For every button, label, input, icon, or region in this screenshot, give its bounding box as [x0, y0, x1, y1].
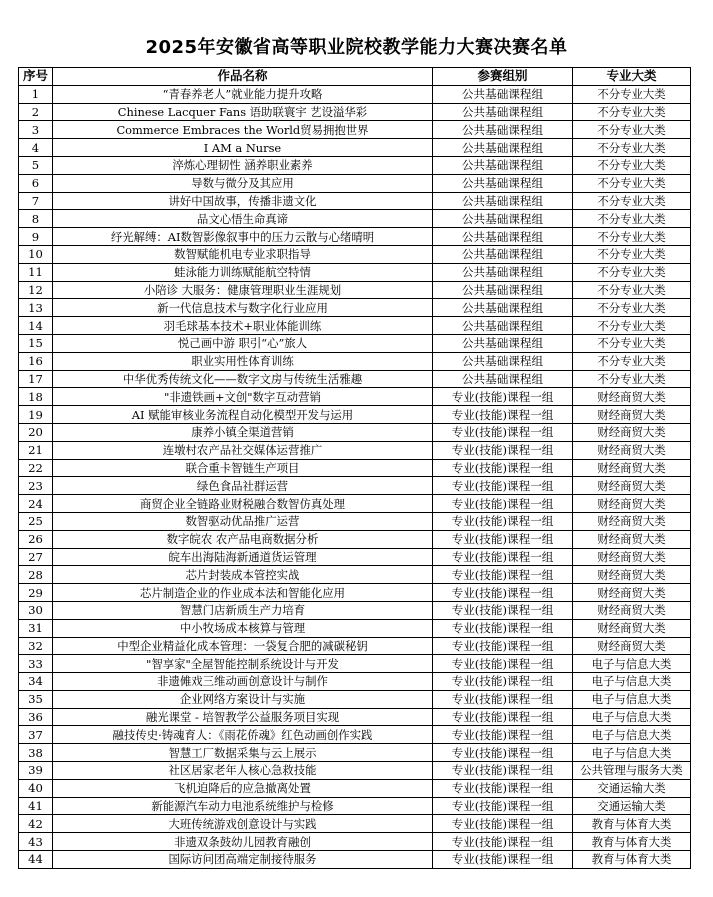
table-row — [19, 726, 691, 744]
work-name: 绿色食品社群运营 — [53, 477, 433, 495]
group-name: 专业(技能)课程一组 — [433, 851, 573, 869]
work-name: 新能源汽车动力电池系统维护与检修 — [53, 797, 433, 815]
table-row — [19, 334, 691, 352]
category-name: 不分专业大类 — [573, 192, 691, 210]
row-index: 21 — [19, 441, 53, 459]
category-name: 交通运输大类 — [573, 779, 691, 797]
category-name: 不分专业大类 — [573, 121, 691, 139]
work-name: 智慧门店新质生产力培育 — [53, 601, 433, 619]
category-name: 不分专业大类 — [573, 156, 691, 174]
work-name: 联合重卡智链生产项目 — [53, 459, 433, 477]
row-index: 8 — [19, 210, 53, 228]
work-name: 蛙泳能力训练赋能航空特情 — [53, 263, 433, 281]
group-name: 专业(技能)课程一组 — [433, 388, 573, 406]
category-name: 不分专业大类 — [573, 228, 691, 246]
table-row — [19, 779, 691, 797]
group-name: 公共基础课程组 — [433, 370, 573, 388]
group-name: 专业(技能)课程一组 — [433, 530, 573, 548]
category-name: 财经商贸大类 — [573, 584, 691, 602]
group-name: 专业(技能)课程一组 — [433, 690, 573, 708]
work-name: "非遗铁画+文创"数字互动营销 — [53, 388, 433, 406]
group-name: 公共基础课程组 — [433, 299, 573, 317]
row-index: 14 — [19, 317, 53, 335]
work-name: AI 赋能审核业务流程自动化模型开发与运用 — [53, 406, 433, 424]
category-name: 财经商贸大类 — [573, 423, 691, 441]
work-name: 飞机迫降后的应急撤离处置 — [53, 779, 433, 797]
row-index: 19 — [19, 406, 53, 424]
category-name: 不分专业大类 — [573, 370, 691, 388]
category-name: 公共管理与服务大类 — [573, 762, 691, 780]
category-name: 财经商贸大类 — [573, 512, 691, 530]
group-name: 专业(技能)课程一组 — [433, 548, 573, 566]
table-row — [19, 245, 691, 263]
category-name: 财经商贸大类 — [573, 637, 691, 655]
table-row — [19, 619, 691, 637]
category-name: 不分专业大类 — [573, 334, 691, 352]
row-index: 5 — [19, 156, 53, 174]
category-name: 不分专业大类 — [573, 317, 691, 335]
finalist-table — [18, 67, 691, 869]
category-name: 不分专业大类 — [573, 85, 691, 103]
group-name: 专业(技能)课程一组 — [433, 495, 573, 513]
row-index: 7 — [19, 192, 53, 210]
group-name: 公共基础课程组 — [433, 192, 573, 210]
row-index: 13 — [19, 299, 53, 317]
group-name: 专业(技能)课程一组 — [433, 797, 573, 815]
header-index: 序号 — [19, 68, 53, 86]
row-index: 24 — [19, 495, 53, 513]
table-row — [19, 690, 691, 708]
category-name: 财经商贸大类 — [573, 601, 691, 619]
group-name: 专业(技能)课程一组 — [433, 655, 573, 673]
work-name: 悦己画中游 职引“心”旅人 — [53, 334, 433, 352]
work-name: 品文心悟生命真谛 — [53, 210, 433, 228]
table-row — [19, 851, 691, 869]
row-index: 16 — [19, 352, 53, 370]
work-name: I AM a Nurse — [53, 139, 433, 157]
group-name: 专业(技能)课程一组 — [433, 406, 573, 424]
row-index: 22 — [19, 459, 53, 477]
category-name: 不分专业大类 — [573, 299, 691, 317]
table-row — [19, 406, 691, 424]
work-name: 数智驱动优品推广运营 — [53, 512, 433, 530]
work-name: 商贸企业全链路业财税融合数智仿真处理 — [53, 495, 433, 513]
work-name: 小陪诊 大服务：健康管理职业生涯规划 — [53, 281, 433, 299]
work-name: 职业实用性体育训练 — [53, 352, 433, 370]
group-name: 专业(技能)课程一组 — [433, 815, 573, 833]
work-name: 非遗傩戏三维动画创意设计与制作 — [53, 673, 433, 691]
group-name: 公共基础课程组 — [433, 103, 573, 121]
row-index: 35 — [19, 690, 53, 708]
table-row — [19, 477, 691, 495]
table-row — [19, 352, 691, 370]
row-index: 34 — [19, 673, 53, 691]
group-name: 公共基础课程组 — [433, 245, 573, 263]
group-name: 专业(技能)课程一组 — [433, 744, 573, 762]
group-name: 专业(技能)课程一组 — [433, 762, 573, 780]
table-row — [19, 512, 691, 530]
category-name: 电子与信息大类 — [573, 726, 691, 744]
table-row — [19, 281, 691, 299]
table-row — [19, 423, 691, 441]
row-index: 17 — [19, 370, 53, 388]
row-index: 4 — [19, 139, 53, 157]
group-name: 公共基础课程组 — [433, 156, 573, 174]
table-row — [19, 495, 691, 513]
row-index: 31 — [19, 619, 53, 637]
row-index: 39 — [19, 762, 53, 780]
category-name: 电子与信息大类 — [573, 744, 691, 762]
category-name: 财经商贸大类 — [573, 388, 691, 406]
category-name: 不分专业大类 — [573, 210, 691, 228]
category-name: 财经商贸大类 — [573, 566, 691, 584]
row-index: 25 — [19, 512, 53, 530]
group-name: 专业(技能)课程一组 — [433, 601, 573, 619]
work-name: 连墩村农产品社交媒体运营推广 — [53, 441, 433, 459]
row-index: 3 — [19, 121, 53, 139]
table-row — [19, 228, 691, 246]
group-name: 公共基础课程组 — [433, 317, 573, 335]
group-name: 公共基础课程组 — [433, 334, 573, 352]
work-name: 融光课堂 - 培智教学公益服务项目实现 — [53, 708, 433, 726]
table-row — [19, 530, 691, 548]
category-name: 财经商贸大类 — [573, 441, 691, 459]
category-name: 不分专业大类 — [573, 103, 691, 121]
row-index: 27 — [19, 548, 53, 566]
category-name: 不分专业大类 — [573, 352, 691, 370]
table-row — [19, 637, 691, 655]
work-name: 羽毛球基本技术+职业体能训练 — [53, 317, 433, 335]
header-work-name: 作品名称 — [53, 68, 433, 86]
table-row — [19, 103, 691, 121]
category-name: 不分专业大类 — [573, 245, 691, 263]
table-row — [19, 566, 691, 584]
row-index: 29 — [19, 584, 53, 602]
group-name: 专业(技能)课程一组 — [433, 423, 573, 441]
table-row — [19, 441, 691, 459]
row-index: 2 — [19, 103, 53, 121]
row-index: 32 — [19, 637, 53, 655]
work-name: 中小牧场成本核算与管理 — [53, 619, 433, 637]
group-name: 公共基础课程组 — [433, 174, 573, 192]
table-row — [19, 815, 691, 833]
group-name: 专业(技能)课程一组 — [433, 477, 573, 495]
work-name: 导数与微分及其应用 — [53, 174, 433, 192]
row-index: 43 — [19, 833, 53, 851]
row-index: 28 — [19, 566, 53, 584]
row-index: 23 — [19, 477, 53, 495]
group-name: 专业(技能)课程一组 — [433, 584, 573, 602]
group-name: 专业(技能)课程一组 — [433, 637, 573, 655]
category-name: 电子与信息大类 — [573, 673, 691, 691]
work-name: 芯片制造企业的作业成本法和智能化应用 — [53, 584, 433, 602]
table-row — [19, 174, 691, 192]
row-index: 33 — [19, 655, 53, 673]
work-name: Chinese Lacquer Fans 语助联寰宇 艺设溢华彩 — [53, 103, 433, 121]
category-name: 财经商贸大类 — [573, 530, 691, 548]
work-name: 皖车出海陆海新通道货运管理 — [53, 548, 433, 566]
header-category: 专业大类 — [573, 68, 691, 86]
group-name: 公共基础课程组 — [433, 228, 573, 246]
category-name: 不分专业大类 — [573, 174, 691, 192]
work-name: 非遗双条鼓幼儿园教育融创 — [53, 833, 433, 851]
page-title: 2025年安徽省高等职业院校教学能力大赛决赛名单 — [145, 37, 568, 58]
row-index: 38 — [19, 744, 53, 762]
category-name: 财经商贸大类 — [573, 548, 691, 566]
row-index: 18 — [19, 388, 53, 406]
work-name: “青春养老人”就业能力提升攻略 — [53, 85, 433, 103]
group-name: 公共基础课程组 — [433, 85, 573, 103]
work-name: 数字皖农 农产品电商数据分析 — [53, 530, 433, 548]
category-name: 不分专业大类 — [573, 263, 691, 281]
group-name: 专业(技能)课程一组 — [433, 726, 573, 744]
header-group: 参赛组别 — [433, 68, 573, 86]
table-row — [19, 210, 691, 228]
category-name: 不分专业大类 — [573, 281, 691, 299]
work-name: 融技传史·铸魂育人：《雨花侨魂》红色动画创作实践 — [53, 726, 433, 744]
group-name: 专业(技能)课程一组 — [433, 441, 573, 459]
table-row — [19, 655, 691, 673]
table-row — [19, 121, 691, 139]
table-row — [19, 263, 691, 281]
category-name: 财经商贸大类 — [573, 477, 691, 495]
work-name: 国际访问团高端定制接待服务 — [53, 851, 433, 869]
row-index: 1 — [19, 85, 53, 103]
work-name: 芯片封装成本管控实战 — [53, 566, 433, 584]
category-name: 财经商贸大类 — [573, 406, 691, 424]
group-name: 专业(技能)课程一组 — [433, 512, 573, 530]
table-row — [19, 192, 691, 210]
group-name: 公共基础课程组 — [433, 263, 573, 281]
row-index: 37 — [19, 726, 53, 744]
group-name: 专业(技能)课程一组 — [433, 566, 573, 584]
table-row — [19, 156, 691, 174]
category-name: 交通运输大类 — [573, 797, 691, 815]
row-index: 20 — [19, 423, 53, 441]
group-name: 公共基础课程组 — [433, 281, 573, 299]
row-index: 42 — [19, 815, 53, 833]
work-name: 淬炼心理韧性 涵养职业素养 — [53, 156, 433, 174]
group-name: 专业(技能)课程一组 — [433, 708, 573, 726]
work-name: 社区居家老年人核心急救技能 — [53, 762, 433, 780]
table-row — [19, 139, 691, 157]
work-name: 中型企业精益化成本管理：一袋复合肥的减碳秘钥 — [53, 637, 433, 655]
work-name: 新一代信息技术与数字化行业应用 — [53, 299, 433, 317]
category-name: 财经商贸大类 — [573, 619, 691, 637]
category-name: 教育与体育大类 — [573, 815, 691, 833]
row-index: 44 — [19, 851, 53, 869]
group-name: 公共基础课程组 — [433, 352, 573, 370]
table-row — [19, 601, 691, 619]
category-name: 电子与信息大类 — [573, 708, 691, 726]
work-name: "智享家"全屋智能控制系统设计与开发 — [53, 655, 433, 673]
table-row — [19, 833, 691, 851]
row-index: 40 — [19, 779, 53, 797]
category-name: 电子与信息大类 — [573, 690, 691, 708]
work-name: 康养小镇全渠道营销 — [53, 423, 433, 441]
row-index: 26 — [19, 530, 53, 548]
group-name: 专业(技能)课程一组 — [433, 619, 573, 637]
group-name: 专业(技能)课程一组 — [433, 833, 573, 851]
category-name: 电子与信息大类 — [573, 655, 691, 673]
row-index: 10 — [19, 245, 53, 263]
row-index: 36 — [19, 708, 53, 726]
category-name: 教育与体育大类 — [573, 833, 691, 851]
work-name: 数智赋能机电专业求职指导 — [53, 245, 433, 263]
table-row — [19, 584, 691, 602]
table-row — [19, 762, 691, 780]
table-row — [19, 299, 691, 317]
table-row — [19, 708, 691, 726]
work-name: 讲好中国故事，传播非遗文化 — [53, 192, 433, 210]
row-index: 12 — [19, 281, 53, 299]
work-name: 纾光解缚：AI数智影像叙事中的压力云散与心绪晴明 — [53, 228, 433, 246]
category-name: 财经商贸大类 — [573, 495, 691, 513]
group-name: 专业(技能)课程一组 — [433, 459, 573, 477]
row-index: 30 — [19, 601, 53, 619]
table-row — [19, 85, 691, 103]
work-name: 智慧工厂数据采集与云上展示 — [53, 744, 433, 762]
work-name: 大班传统游戏创意设计与实践 — [53, 815, 433, 833]
row-index: 6 — [19, 174, 53, 192]
group-name: 公共基础课程组 — [433, 121, 573, 139]
table-row — [19, 548, 691, 566]
group-name: 公共基础课程组 — [433, 139, 573, 157]
table-row — [19, 797, 691, 815]
work-name: 企业网络方案设计与实施 — [53, 690, 433, 708]
work-name: 中华优秀传统文化——数字文房与传统生活雅趣 — [53, 370, 433, 388]
row-index: 41 — [19, 797, 53, 815]
table-row — [19, 744, 691, 762]
table-row — [19, 370, 691, 388]
category-name: 不分专业大类 — [573, 139, 691, 157]
row-index: 15 — [19, 334, 53, 352]
category-name: 财经商贸大类 — [573, 459, 691, 477]
table-row — [19, 673, 691, 691]
category-name: 教育与体育大类 — [573, 851, 691, 869]
group-name: 专业(技能)课程一组 — [433, 779, 573, 797]
work-name: Commerce Embraces the World贸易拥抱世界 — [53, 121, 433, 139]
table-row — [19, 388, 691, 406]
table-row — [19, 317, 691, 335]
row-index: 11 — [19, 263, 53, 281]
group-name: 专业(技能)课程一组 — [433, 673, 573, 691]
group-name: 公共基础课程组 — [433, 210, 573, 228]
table-header-row — [19, 68, 691, 86]
table-row — [19, 459, 691, 477]
row-index: 9 — [19, 228, 53, 246]
